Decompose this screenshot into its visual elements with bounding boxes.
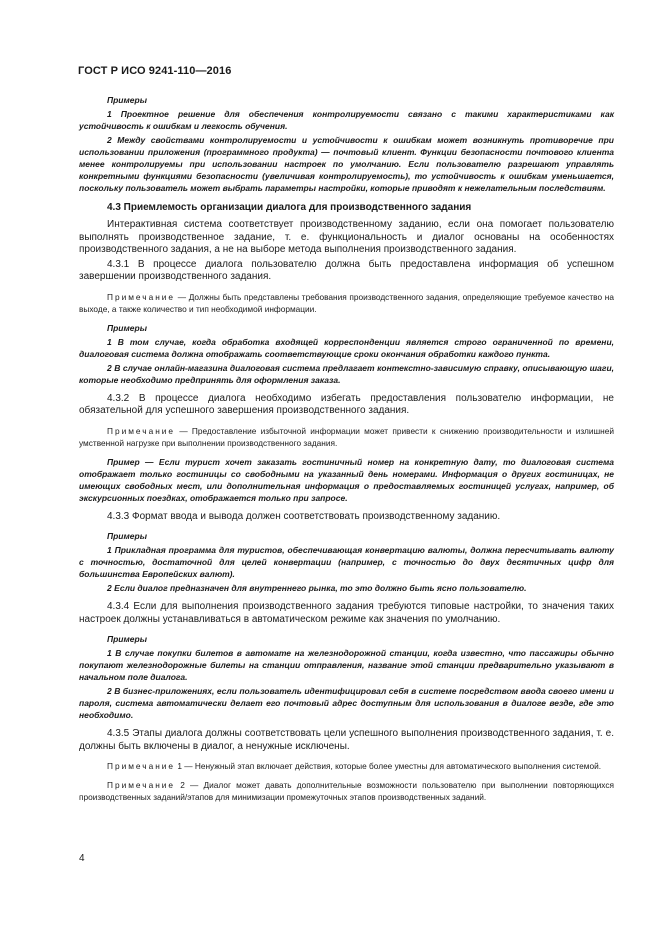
page-header: ГОСТ Р ИСО 9241-110—2016 [78,65,232,77]
section-intro: Интерактивная система соответствует производственному заданию, если она помогает пользователю выполнять производственное задание, т. е. функциональность и диалог основаны на особенностях производственного задания, а не на выборе метода выполнения производственного задания. [79,219,614,255]
page-number: 4 [79,853,85,864]
examples-label: Примеры [107,95,147,105]
clause-4-3-1: 4.3.1 В процессе диалога пользователю должна быть предоставлена информация об успешном завершении производственного задания. [79,258,614,282]
note-text: 1 — Ненужный этап включает действия, которые более уместны для автоматического выполнения системой. [175,761,602,771]
clause-4-3-2: 4.3.2 В процессе диалога необходимо избегать предоставления пользователю информации, не обязательной для успешного завершения производственного задания. [79,392,614,416]
example-item: 1 В случае покупки билетов в автомате на железнодорожной станции, когда известно, что пассажиры обычно покупают железнодорожные билеты на станции отправления, название этой станции предварительно указывают в начальном поле диалога. [79,648,614,682]
section-heading: 4.3 Приемлемость организации диалога для производственного задания [107,202,472,213]
note [79,760,614,772]
page-body [79,94,614,805]
note [79,779,614,803]
note-label: Примечание [107,761,176,771]
note-text: — Должны быть представлены требования производственного задания, определяющие требуемое качество на выходе, а также количество и тип необходимой информации. [79,291,614,314]
note [79,291,614,315]
example-item: 2 Если диалог предназначен для внутреннего рынка, то это должно быть ясно пользователю. [107,583,527,593]
example-item: 2 В бизнес-приложениях, если пользователь идентифицировал себя в системе посредством ввода своего имени и пароля, система автоматически делает его почтовый адрес доступным для использования в диалоге везде, где это необходимо. [79,686,614,720]
examples-label: Примеры [107,322,147,333]
examples-label: Примеры [107,531,147,541]
examples-label: Примеры [107,634,147,644]
example-item: Пример — Если турист хочет заказать гостиничный номер на конкретную дату, то диалоговая система отображает только гостиницы со свободными на указанный день номерами. Информация о других гостиницах, не имеющих свободных мест, или дополнительная информация о предоставляемых гостиницей услугах, например, об экскурсионных поездках, отображается только при запросе. [79,456,614,503]
clause-4-3-4: 4.3.4 Если для выполнения производственного задания требуются типовые настройки, то значения таких настроек должны устанавливаться в автоматическом режиме как значения по умолчанию. [79,601,614,625]
note-text: — Предоставление избыточной информации может привести к снижению производительности и излишней умственной нагрузке при выполнении производственного задания. [79,425,614,448]
clause-4-3-3: 4.3.3 Формат ввода и вывода должен соответствовать производственному заданию. [107,510,501,522]
note-label: Примечание [107,291,176,302]
note-label: Примечание [107,780,176,790]
note-label: Примечание [107,425,176,436]
example-item: 1 Проектное решение для обеспечения контролируемости связано с такими характеристиками как устойчивость к ошибкам и легкость обучения. [79,109,614,131]
example-item: 2 В случае онлайн-магазина диалоговая система предлагает контекстно-зависимую справку, описывающую шаги, которые необходимо предпринять для оформления заказа. [79,362,614,385]
clause-4-3-5: 4.3.5 Этапы диалога должны соответствовать цели успешного выполнения производственного задания, т. е. должны быть включены в диалог, а ненужные исключены. [79,728,614,752]
example-item: 2 Между свойствами контролируемости и устойчивости к ошибкам может возникнуть противоречие при использовании приложения (программного продукта) — почтовый клиент. Функции безопасности почтового клиента менее контролируемы при использовании настроек по умолчанию. Если пользователю разрешают управлять конкретными функциями безопасности (увеличивая контролируемость), то устойчивость к ошибкам уменьшается, поскольку пользователь может выбрать параметры настройки, которые приводят к нежелательным последствиям. [79,135,614,193]
note [79,425,614,449]
note-text: 2 — Диалог может давать дополнительные возможности пользователю при выполнении повторяющихся производственных заданий/этапов для минимизации промежуточных этапов производственных заданий. [79,780,614,802]
example-item: 1 Прикладная программа для туристов, обеспечивающая конвертацию валюты, должна пересчитывать валюту с точностью, достаточной для целей конвертации (например, с точностью до двух десятичных цифр для большинства Европейских валют). [79,545,614,579]
example-item: 1 В том случае, когда обработка входящей корреспонденции является строго ограниченной по времени, диалоговая система должна отображать соответствующие сроки окончания обработки каждого пункта. [79,336,614,359]
